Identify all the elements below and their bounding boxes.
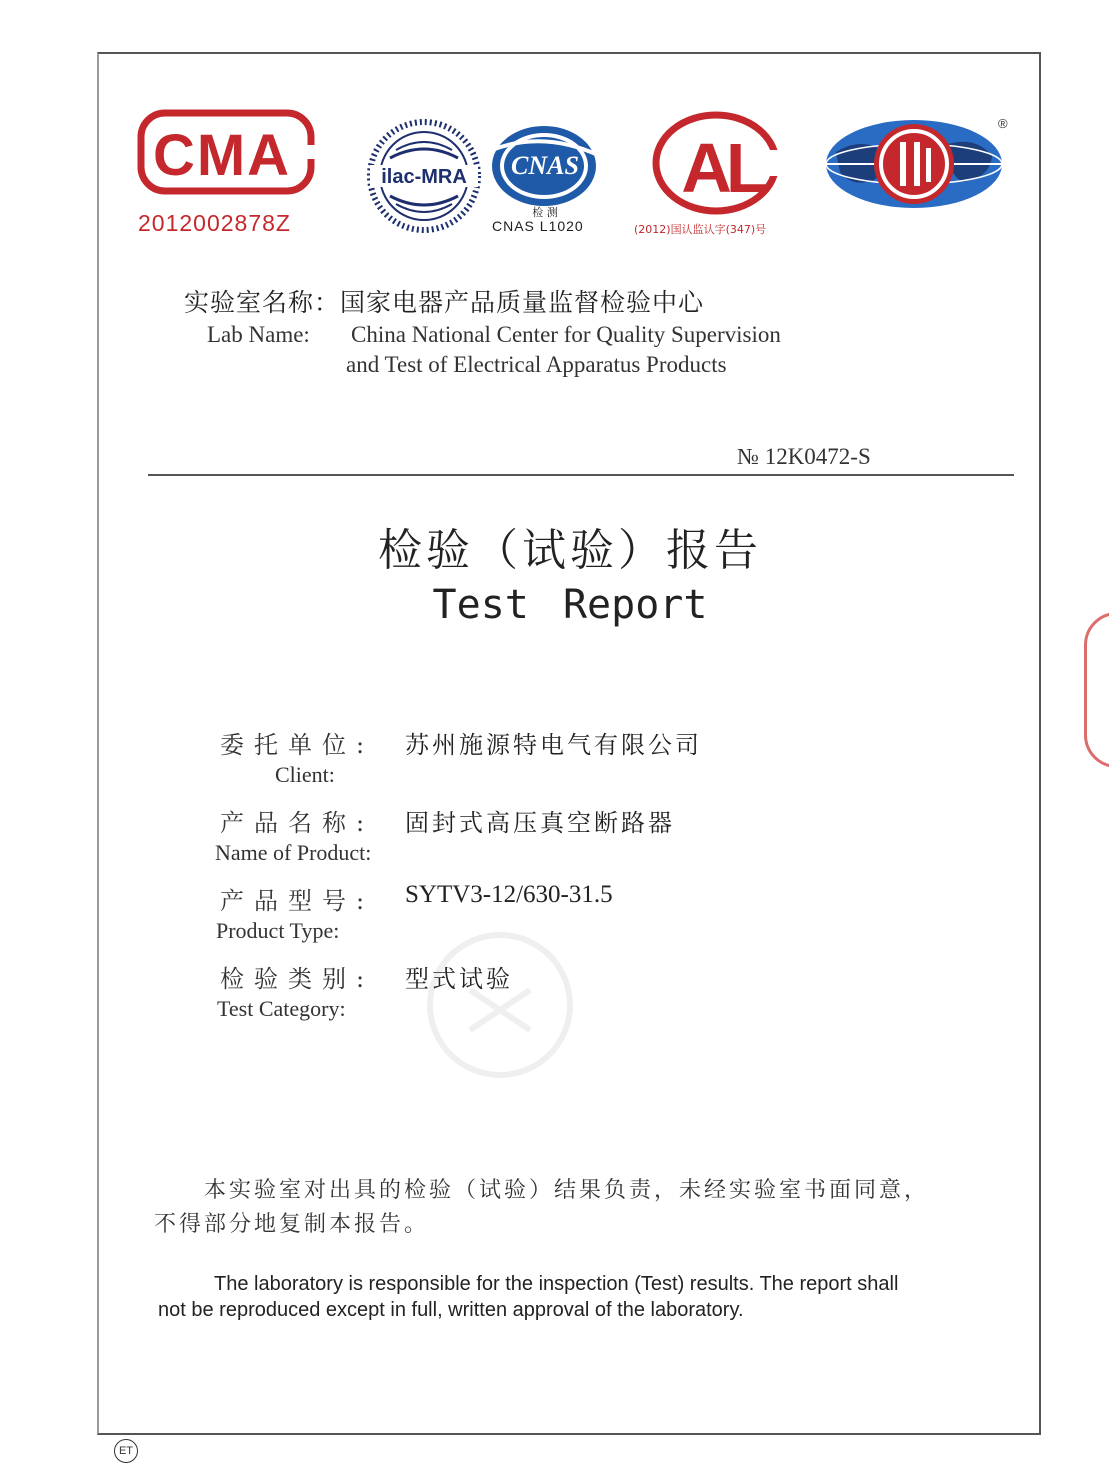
svg-text:®: ® [998,116,1008,131]
red-seal-stamp-edge [1084,612,1109,768]
cal-logo [650,110,782,216]
corner-mark: ET [114,1439,138,1463]
client-label-cn: 委托单位: [220,731,375,759]
product-name-value: 固封式高压真空断路器 [405,809,675,837]
test-category-label-en: Test Category: [217,996,346,1021]
ccc-globe-logo [822,116,1012,214]
report-number: № 12K0472-S [737,444,871,469]
lab-name-en-line1: China National Center for Quality Supervision [351,322,781,347]
product-type-label-cn: 产品型号: [220,887,375,915]
svg-text:CNAS: CNAS [511,151,579,180]
ilac-mra-logo [366,118,482,234]
report-title-cn: 检验（试验）报告 [378,525,762,576]
svg-text:CMA: CMA [152,123,292,188]
lab-name-cn: 实验室名称：国家电器产品质量监督检验中心 [184,288,705,317]
divider-line [148,474,1014,476]
product-type-label-en: Product Type: [216,918,340,943]
report-title-en: Test Report [432,582,708,628]
cnas-logo [488,122,604,218]
product-name-label-en: Name of Product: [215,840,372,865]
disclaimer-cn-line2: 不得部分地复制本报告。 [154,1212,430,1237]
test-category-label-cn: 检验类别: [220,965,375,993]
disclaimer-cn-line1: 本实验室对出具的检验（试验）结果负责，未经实验室书面同意， [204,1178,930,1203]
product-name-label-cn: 产品名称: [220,809,375,837]
disclaimer-en-line2: not be reproduced except in full, written approval of the laboratory. [158,1299,744,1321]
watermark-stamp [400,930,600,1080]
lab-name-en-line2: and Test of Electrical Apparatus Products [346,352,727,377]
disclaimer-en-line1: The laboratory is responsible for the inspection (Test) results. The report shall [214,1273,899,1295]
cma-number: 2012002878Z [138,210,291,236]
client-value: 苏州施源特电气有限公司 [405,731,702,759]
lab-name-label-en: Lab Name: [207,322,310,347]
cnas-code: CNAS L1020 [492,218,584,234]
cma-logo [137,107,315,197]
svg-text:检 测: 检 测 [532,206,558,218]
cal-accreditation-number: (2012)国认监认字(347)号 [634,223,767,236]
svg-text:ilac-MRA: ilac-MRA [381,166,467,188]
test-category-value: 型式试验 [405,965,513,993]
svg-text:AL: AL [681,129,763,207]
client-label-en: Client: [275,762,335,787]
product-type-value: SYTV3-12/630-31.5 [405,881,613,908]
